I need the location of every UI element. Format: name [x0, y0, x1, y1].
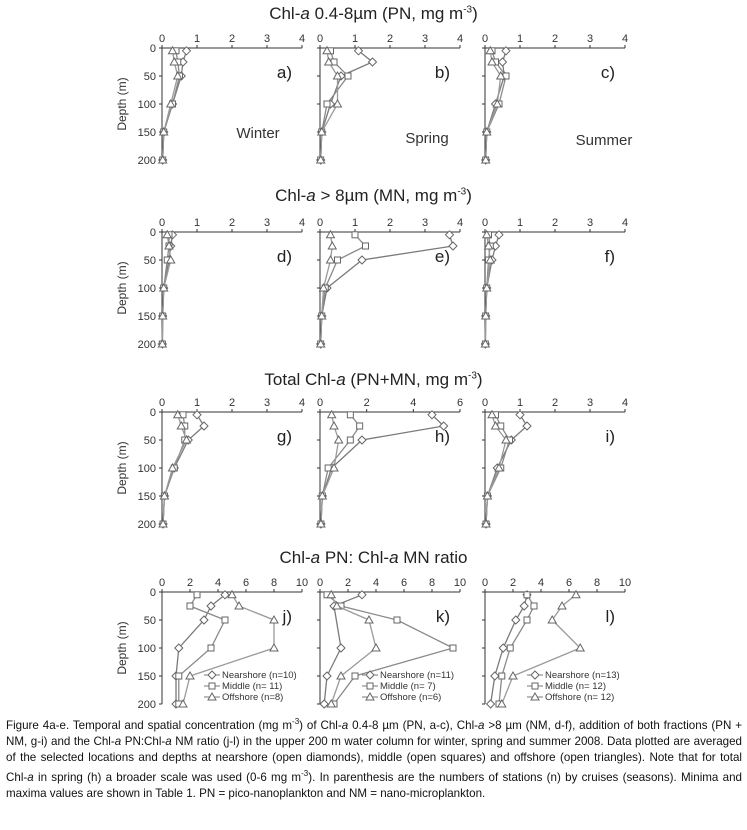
y-tick-label: 200	[137, 519, 156, 531]
x-tick-label: 4	[298, 33, 306, 45]
x-tick-label: 2	[363, 397, 370, 409]
data-point-triangle	[328, 242, 336, 249]
y-tick-label: 150	[137, 311, 156, 323]
panel-d	[115, 217, 305, 351]
row-title-pn: Chl-a 0.4-8µm (PN, mg $m^{-3}$)	[269, 4, 478, 23]
y-axis-label: Depth (m)	[115, 621, 129, 675]
panel-b	[317, 33, 463, 164]
y-tick-label: 100	[137, 283, 156, 295]
x-tick-label: 6	[242, 577, 250, 589]
x-tick-label: 2	[551, 217, 559, 229]
panel-c	[482, 33, 633, 164]
x-tick-label: 8	[428, 577, 436, 589]
panel-a	[115, 33, 305, 167]
data-point-diamond	[323, 672, 331, 680]
y-tick-label: 200	[137, 699, 156, 711]
x-tick-label: 0	[316, 33, 324, 45]
series-line-square	[179, 595, 225, 704]
x-tick-label: 4	[298, 397, 306, 409]
x-tick-label: 1	[193, 217, 201, 229]
x-tick-label: 2	[386, 33, 394, 45]
y-tick-label: 0	[149, 227, 156, 239]
x-tick-label: 1	[516, 217, 524, 229]
y-axis-label: Depth (m)	[115, 77, 129, 131]
data-point-triangle	[330, 422, 338, 429]
legend-marker-diamond	[531, 671, 539, 679]
data-point-square	[208, 645, 214, 651]
data-point-square	[187, 603, 193, 609]
data-point-square	[347, 412, 353, 418]
data-point-square	[352, 673, 358, 679]
data-point-square	[324, 101, 330, 107]
legend-entry: Nearshore (n=13)	[545, 670, 620, 681]
panel-label: b)	[434, 63, 450, 82]
panel-h	[317, 397, 463, 528]
panel-g	[115, 397, 305, 531]
legend-entry: Middle (n= 12)	[545, 681, 606, 692]
x-tick-label: 3	[586, 217, 594, 229]
season-label: Summer	[575, 132, 633, 149]
data-point-diamond	[499, 58, 507, 66]
data-point-diamond	[487, 700, 495, 708]
data-point-square	[363, 243, 369, 249]
x-tick-label: 0	[158, 217, 166, 229]
series-line-diamond	[321, 415, 444, 524]
legend-entry: Offshore (n=6)	[380, 692, 442, 703]
x-tick-label: 2	[186, 577, 194, 589]
series-line-diamond	[176, 595, 225, 704]
data-point-diamond	[512, 616, 520, 624]
panel-label: f)	[604, 247, 615, 266]
x-tick-label: 4	[372, 577, 380, 589]
panel-label: e)	[434, 247, 450, 266]
x-tick-label: 2	[551, 33, 559, 45]
x-tick-label: 8	[270, 577, 278, 589]
data-point-square	[335, 257, 341, 263]
row-title-ratio: Chl-a PN: Chl-a MN ratio	[279, 548, 468, 567]
legend-marker-square	[209, 683, 215, 689]
data-point-triangle	[235, 602, 243, 609]
data-point-diamond	[520, 602, 528, 610]
data-point-square	[176, 673, 182, 679]
data-point-square	[507, 645, 513, 651]
x-tick-label: 3	[421, 217, 429, 229]
x-tick-label: 0	[158, 397, 166, 409]
data-point-square	[222, 617, 228, 623]
x-tick-label: 2	[551, 397, 559, 409]
x-tick-label: 1	[516, 33, 524, 45]
y-tick-label: 100	[137, 99, 156, 111]
data-point-square	[524, 617, 530, 623]
title-italic: a	[310, 548, 321, 567]
row-title-total: Total Chl-a (PN+MN, mg $m^{-3}$)	[264, 370, 483, 389]
x-tick-label: 4	[298, 217, 306, 229]
data-point-diamond	[499, 644, 507, 652]
y-tick-label: 150	[137, 127, 156, 139]
title-italic: a	[300, 4, 310, 23]
legend-entry: Nearshore (n=10)	[222, 670, 297, 681]
x-tick-label: 2	[228, 397, 236, 409]
panel-l	[482, 577, 631, 708]
panel-label: g)	[276, 427, 292, 446]
panel-label: h)	[434, 427, 450, 446]
x-tick-label: 10	[295, 577, 309, 589]
x-tick-label: 0	[481, 397, 489, 409]
x-tick-label: 4	[456, 33, 464, 45]
x-tick-label: 2	[344, 577, 352, 589]
y-tick-label: 50	[143, 615, 156, 627]
legend-marker-diamond	[208, 671, 216, 679]
x-tick-label: 10	[618, 577, 632, 589]
data-point-square	[352, 232, 358, 238]
legend-marker-square	[532, 683, 538, 689]
season-label: Spring	[405, 130, 449, 147]
title-italic: a	[306, 186, 316, 205]
x-tick-label: 1	[351, 217, 359, 229]
legend-entry: Offshore (n= 12)	[545, 692, 615, 703]
data-point-triangle	[270, 644, 278, 651]
x-tick-label: 2	[386, 217, 394, 229]
y-tick-label: 0	[149, 407, 156, 419]
y-tick-label: 50	[143, 435, 156, 447]
data-point-diamond	[449, 242, 457, 250]
x-tick-label: 1	[193, 33, 201, 45]
x-tick-label: 3	[263, 217, 271, 229]
y-tick-label: 100	[137, 463, 156, 475]
y-tick-label: 0	[149, 587, 156, 599]
data-point-square	[524, 592, 530, 598]
x-tick-label: 3	[263, 397, 271, 409]
y-axis-label: Depth (m)	[115, 441, 129, 495]
panel-label: c)	[600, 63, 615, 82]
panel-label: k)	[435, 607, 450, 626]
x-tick-label: 4	[621, 397, 629, 409]
series-line-diamond	[321, 235, 453, 344]
x-tick-label: 0	[316, 217, 324, 229]
y-tick-label: 0	[149, 43, 156, 55]
x-tick-label: 4	[537, 577, 545, 589]
data-point-triangle	[327, 256, 335, 263]
x-tick-label: 6	[456, 397, 464, 409]
legend-entry: Middle (n= 7)	[380, 681, 436, 692]
data-point-square	[394, 617, 400, 623]
x-tick-label: 4	[214, 577, 222, 589]
figure-caption: Figure 4a-e. Temporal and spatial concentration (mg $m^{-3}$) of Chl-a 0.4-8 µm (PN, a-c), Chl-a >8 µm (NM, d-f), addition of both fractions (PN + NM, g-i) and the Chl-a PN:Chl-a NM ratio (j-l) in the upper 200 m water column for winter, spring and summer 2008. Data plotted are averaged of the selected locations and depths at nearshore (open diamonds), middle (open squares) and offshore (open triangles). Note that for total Chl-a in spring (h) a broader scale was used (0-6 mg $m^{-3}$). In parenthesis are the numbers of stations (n) by cruises (seasons). Minima and maxima values are shown in Table 1. PN = pico-nanoplankton and NM = nano-microplankton.	[6, 717, 742, 800]
panel-label: l)	[605, 607, 615, 626]
legend-marker-square	[367, 683, 373, 689]
x-tick-label: 3	[586, 397, 594, 409]
x-tick-label: 10	[453, 577, 467, 589]
legend-entry: Nearshore (n=11)	[380, 670, 455, 681]
x-tick-label: 4	[621, 217, 629, 229]
data-point-square	[357, 423, 363, 429]
y-axis-label: Depth (m)	[115, 261, 129, 315]
panel-e	[317, 217, 463, 348]
y-tick-label: 50	[143, 255, 156, 267]
x-tick-label: 2	[228, 217, 236, 229]
data-point-square	[450, 645, 456, 651]
x-tick-label: 6	[400, 577, 408, 589]
x-tick-label: 3	[421, 33, 429, 45]
data-point-triangle	[365, 616, 373, 623]
y-tick-label: 150	[137, 671, 156, 683]
legend-entry: Middle (n= 11)	[222, 681, 283, 692]
series-line-diamond	[486, 415, 527, 524]
panel-label: d)	[276, 247, 292, 266]
y-tick-label: 50	[143, 71, 156, 83]
x-tick-label: 0	[316, 577, 324, 589]
x-tick-label: 6	[565, 577, 573, 589]
data-point-square	[531, 603, 537, 609]
x-tick-label: 3	[263, 33, 271, 45]
season-label: Winter	[236, 125, 280, 142]
data-point-diamond	[491, 672, 499, 680]
data-point-triangle	[372, 644, 380, 651]
x-tick-label: 0	[481, 33, 489, 45]
x-tick-label: 1	[516, 397, 524, 409]
x-tick-label: 1	[193, 397, 201, 409]
x-tick-label: 0	[158, 577, 166, 589]
data-point-square	[345, 73, 351, 79]
y-tick-label: 200	[137, 339, 156, 351]
x-tick-label: 8	[593, 577, 601, 589]
y-tick-label: 100	[137, 643, 156, 655]
panel-label: i)	[605, 427, 615, 446]
x-tick-label: 0	[481, 217, 489, 229]
x-tick-label: 4	[410, 397, 417, 409]
x-tick-label: 2	[509, 577, 517, 589]
data-point-square	[194, 592, 200, 598]
panel-j	[115, 577, 308, 711]
x-tick-label: 3	[586, 33, 594, 45]
panel-label: a)	[276, 63, 292, 82]
legend-entry: Offshore (n=8)	[222, 692, 284, 703]
x-tick-label: 0	[158, 33, 166, 45]
panel-label: j)	[282, 607, 292, 626]
y-tick-label: 200	[137, 155, 156, 167]
data-point-square	[499, 673, 505, 679]
y-tick-label: 150	[137, 491, 156, 503]
data-point-triangle	[335, 436, 343, 443]
data-point-diamond	[337, 644, 345, 652]
x-tick-label: 0	[481, 577, 489, 589]
row-title-mn: Chl-a > 8µm (MN, mg $m^{-3}$)	[275, 186, 472, 205]
x-tick-label: 4	[456, 217, 464, 229]
panel-k	[317, 577, 466, 708]
title-italic: a	[336, 370, 346, 389]
x-tick-label: 2	[228, 33, 236, 45]
x-tick-label: 4	[621, 33, 629, 45]
x-tick-label: 1	[351, 33, 359, 45]
panel-f	[481, 217, 628, 348]
data-point-square	[347, 437, 353, 443]
panel-i	[482, 397, 628, 528]
x-tick-label: 0	[316, 397, 324, 409]
